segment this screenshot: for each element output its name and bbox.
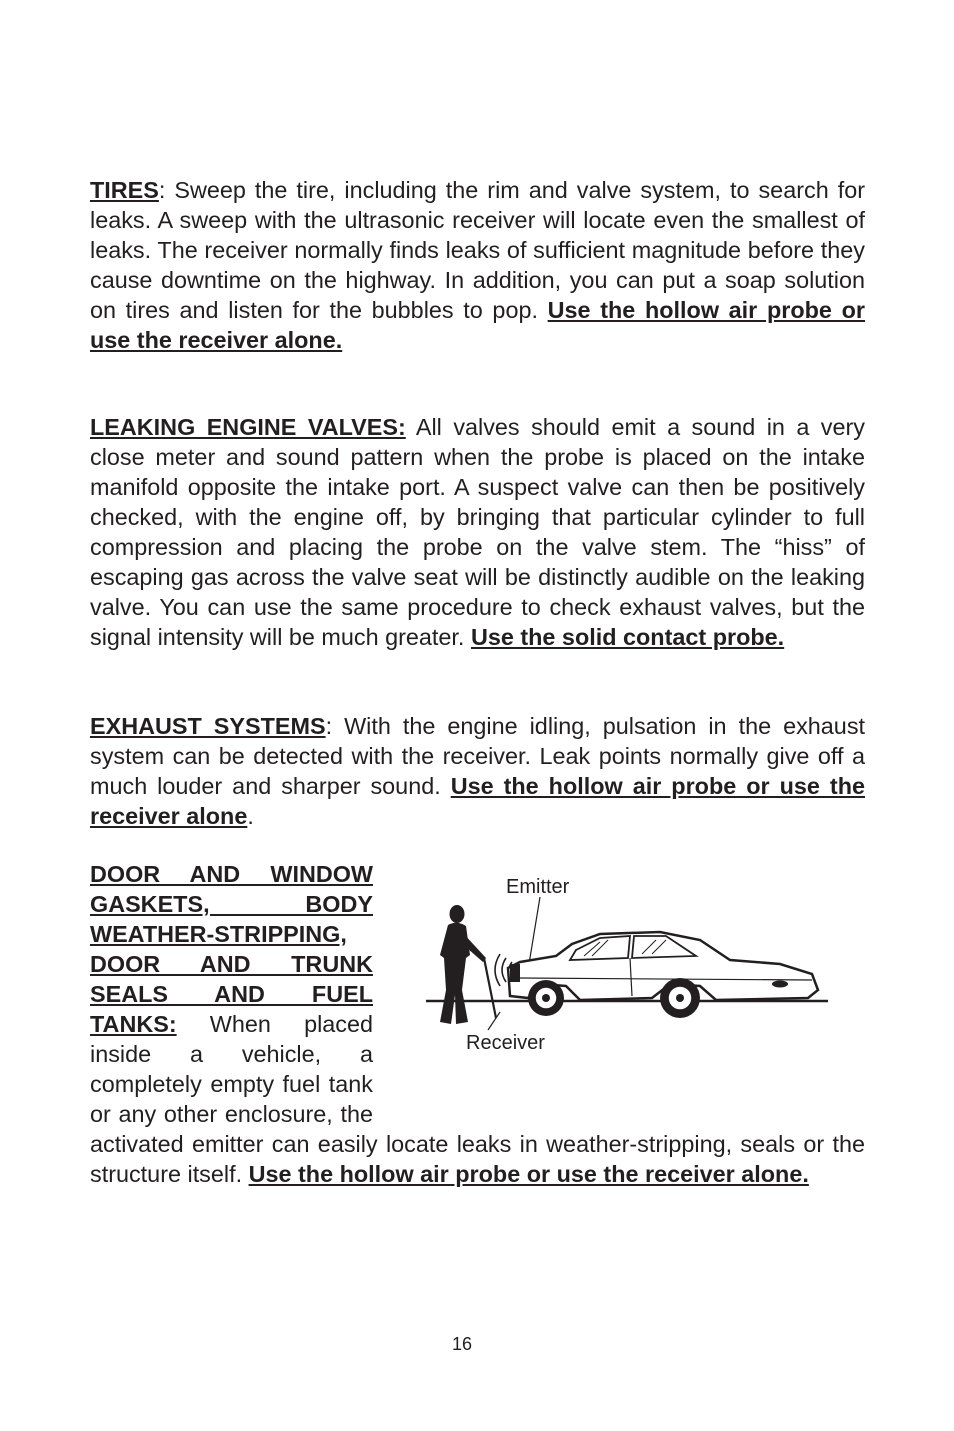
receiver-label: Receiver: [466, 1032, 545, 1054]
valves-paragraph: [90, 412, 865, 652]
page-number: 16: [451, 1334, 473, 1354]
exhaust-instruction: Use the hollow air probe or use the receiver alone: [90, 773, 865, 829]
car-illustration: [508, 932, 818, 1018]
exhaust-body: : With the engine idling, pulsation in the exhaust system can be detected with the receiver. Leak points normally give off a much louder and sharper sound.: [90, 713, 866, 799]
gaskets-body: When placed inside a vehicle, a completely empty fuel tank or any other enclosure, the activated emitter can easily locate leaks in weather-stripping, seals or the structure itself.: [90, 1011, 865, 1187]
tires-paragraph: [90, 175, 865, 355]
emitter-label: Emitter: [506, 876, 570, 898]
exhaust-end: .: [247, 803, 254, 829]
gaskets-instruction: Use the hollow air probe or use the receiver alone.: [248, 1161, 809, 1187]
receiver-pointer: [488, 1012, 500, 1030]
gaskets-heading: DOOR AND WINDOW GASKETS, BODY WEATHER-STRIPPING, DOOR AND TRUNK SEALS AND FUEL TANKS:: [90, 861, 373, 1037]
valves-heading: LEAKING ENGINE VALVES:: [90, 414, 406, 440]
valves-instruction: Use the solid contact probe.: [470, 624, 785, 650]
exhaust-heading: EXHAUST SYSTEMS: [90, 713, 326, 739]
tires-heading: TIRES: [90, 177, 159, 203]
valves-body: All valves should emit a sound in a very close meter and sound pattern when the probe is placed on the intake manifold opposite the intake port. A suspect valve can then be positively checked, with the engine off, by bringing that particular cylinder to full compression and placing the probe on the valve stem. The “hiss” of escaping gas across the valve seat will be distinctly audible on the leaking valve. You can use the same procedure to check exhaust valves, but the signal intensity will be much greater.: [90, 414, 865, 650]
tires-instruction: Use the hollow air probe or use the receiver alone.: [90, 297, 865, 353]
exhaust-paragraph: [90, 711, 865, 831]
tires-body: : Sweep the tire, including the rim and valve system, to search for leaks. A sweep with the ultrasonic receiver will locate even the smallest of leaks. The receiver normally finds leaks of sufficient magnitude before they cause downtime on the highway. In addition, you can put a soap solution on tires and listen for the bubbles to pop.: [90, 177, 865, 323]
person-figure: [440, 905, 496, 1024]
